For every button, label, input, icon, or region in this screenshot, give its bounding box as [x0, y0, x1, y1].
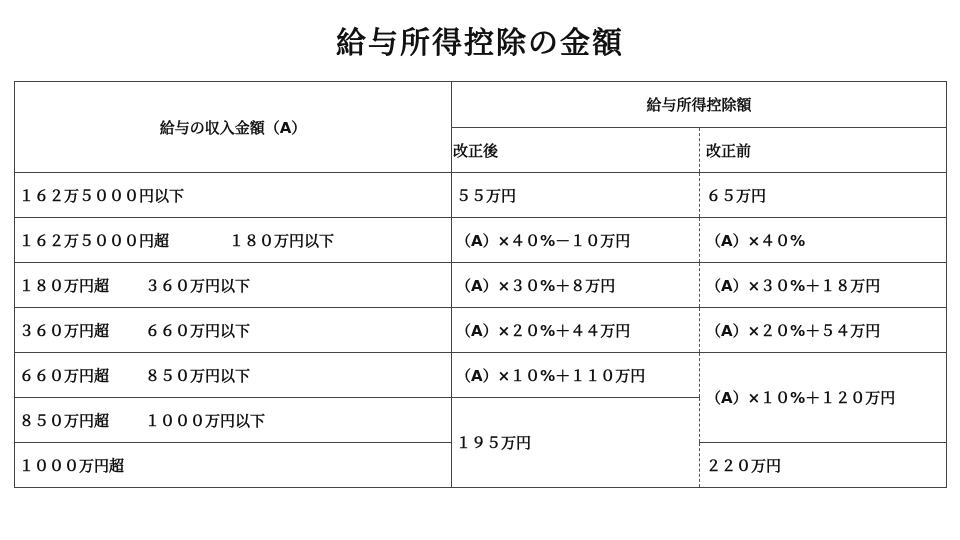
income-cell: [15, 308, 452, 353]
header-income: 給与の収入金額（A）: [15, 82, 452, 173]
income-to: ６６０万円以下: [145, 321, 251, 340]
income-cell: [15, 398, 452, 443]
income-from: １６２万５０００円以下: [19, 186, 185, 205]
before-cell: （A）×４０%: [700, 218, 947, 263]
income-cell: [15, 353, 452, 398]
income-from: ６６０万円超: [19, 366, 110, 385]
before-cell: （A）×１０%＋１２０万円: [700, 353, 947, 443]
income-to: １０００万円以下: [145, 411, 266, 430]
income-cell: [15, 443, 452, 488]
header-deduction: 給与所得控除額: [452, 82, 947, 128]
income-from: ３６０万円超: [19, 321, 110, 340]
after-cell: ５５万円: [452, 173, 700, 218]
table-row: [15, 218, 947, 263]
before-cell: （A）×３０%＋１８万円: [700, 263, 947, 308]
income-from: １６２万５０００円超: [19, 231, 170, 250]
table-row: [15, 353, 947, 398]
page-title: 給与所得控除の金額: [336, 26, 624, 61]
income-to: ８５０万円以下: [145, 366, 251, 385]
after-cell: （A）×１０%＋１１０万円: [452, 353, 700, 398]
income-to: ３６０万円以下: [145, 276, 251, 295]
income-from: １８０万円超: [19, 276, 110, 295]
income-cell: [15, 263, 452, 308]
header-after: 改正後: [452, 128, 700, 173]
deduction-table: [14, 81, 947, 488]
after-cell: １９５万円: [452, 398, 700, 488]
after-cell: （A）×４０%－１０万円: [452, 218, 700, 263]
income-from: １０００万円超: [19, 456, 125, 475]
income-cell: [15, 173, 452, 218]
table-row: [15, 263, 947, 308]
table-row: [15, 308, 947, 353]
header-before: 改正前: [700, 128, 947, 173]
before-cell: ２２０万円: [700, 443, 947, 488]
income-to: １８０万円以下: [229, 231, 335, 250]
after-cell: （A）×３０%＋８万円: [452, 263, 700, 308]
table-row: [15, 173, 947, 218]
before-cell: ６５万円: [700, 173, 947, 218]
before-cell: （A）×２０%＋５４万円: [700, 308, 947, 353]
income-cell: [15, 218, 452, 263]
after-cell: （A）×２０%＋４４万円: [452, 308, 700, 353]
income-from: ８５０万円超: [19, 411, 110, 430]
